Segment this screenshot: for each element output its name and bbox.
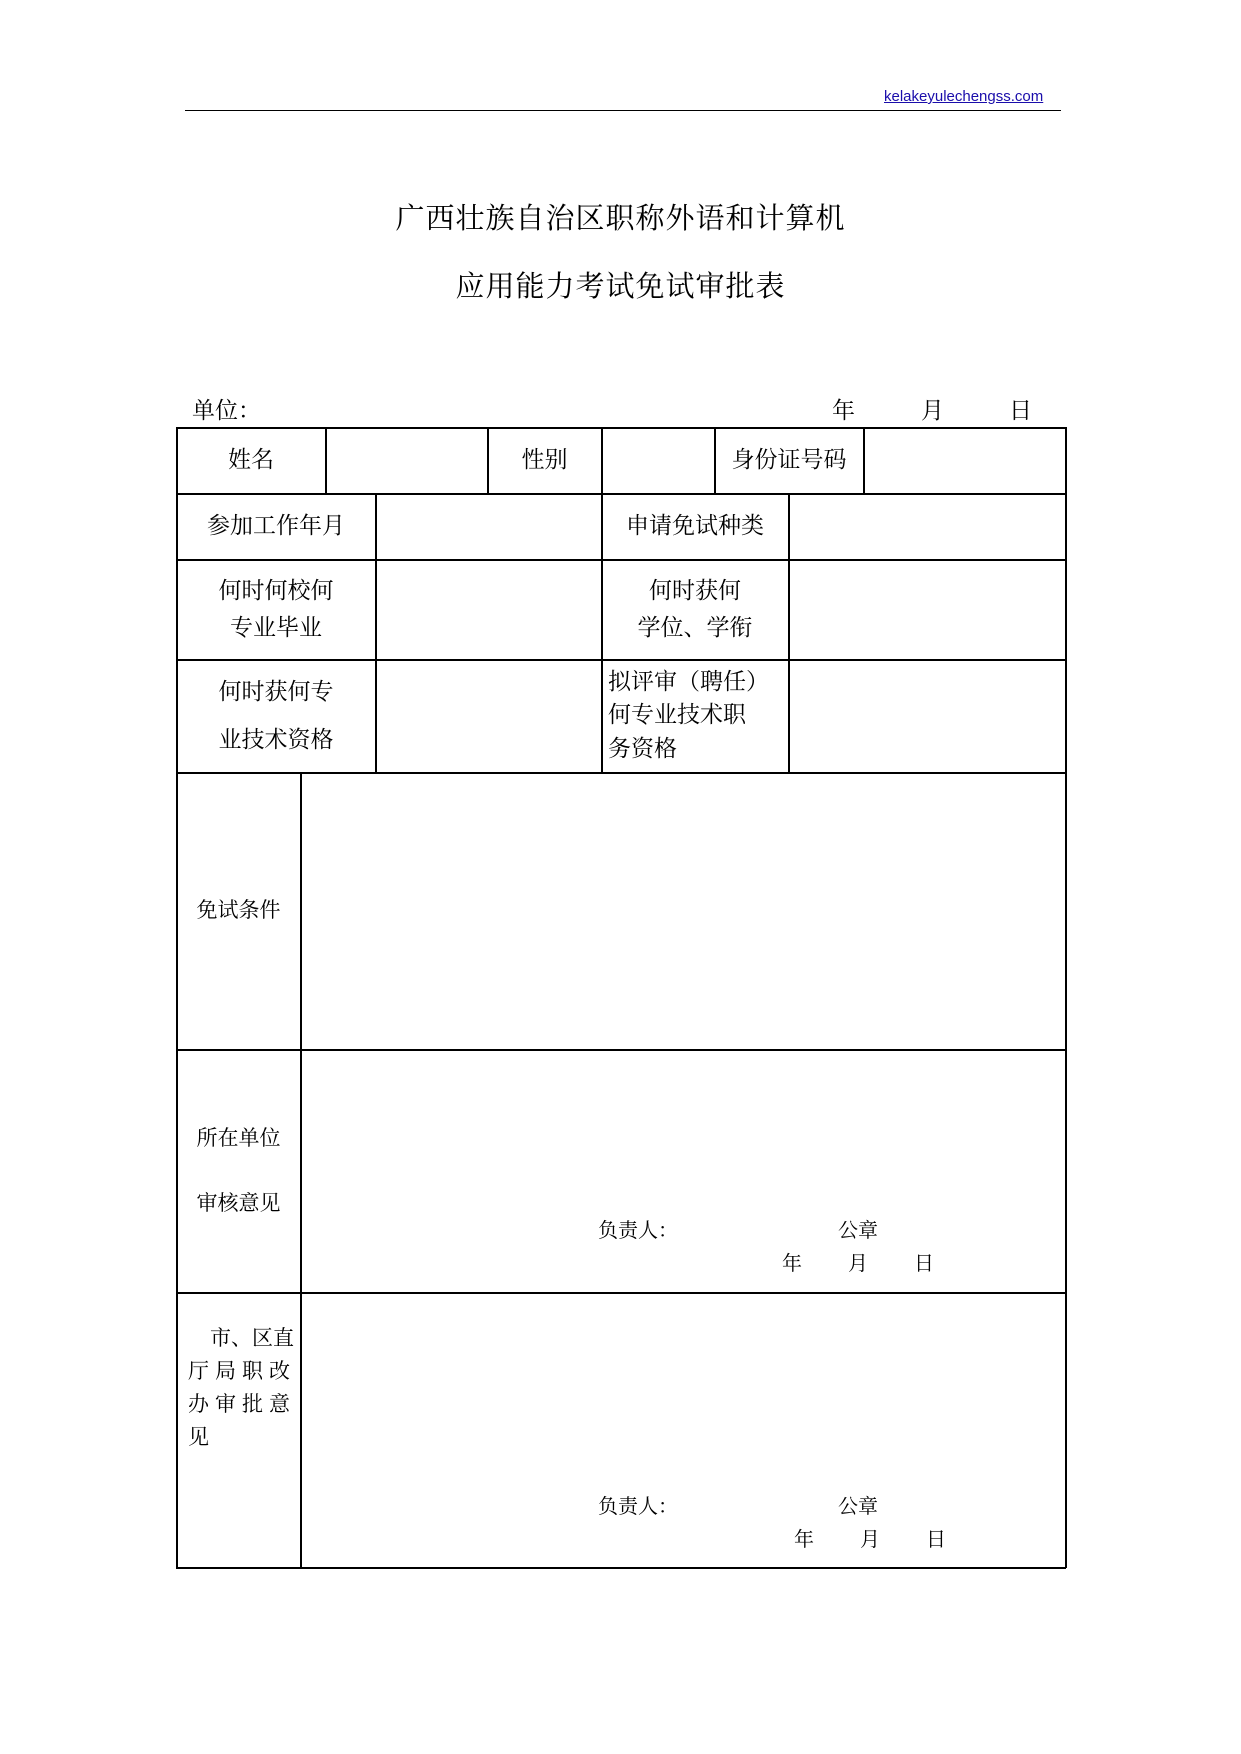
approval-label-line-1: 市、区直 <box>210 1326 294 1350</box>
unit-review-month: 月 <box>848 1251 868 1275</box>
graduation-label <box>177 560 375 659</box>
name-label: 姓名 <box>228 447 274 474</box>
qualification-field[interactable] <box>376 660 601 772</box>
qualification-label <box>177 660 375 772</box>
graduation-label-line-2: 专业毕业 <box>230 614 322 641</box>
exempt-conditions-field[interactable] <box>301 773 1065 1049</box>
approval-label-char: 批 <box>242 1392 263 1416</box>
proposed-title-field[interactable] <box>789 660 1065 772</box>
approval-label-line-3 <box>188 1388 290 1421</box>
qualification-label-line-2: 业技术资格 <box>218 727 334 753</box>
approval-year: 年 <box>794 1527 814 1551</box>
unit-review-year: 年 <box>782 1251 802 1275</box>
date-month-label: 月 <box>921 398 944 424</box>
graduation-label-line-1: 何时何校何 <box>218 577 334 604</box>
approval-label-char: 审 <box>215 1392 236 1416</box>
approval-day: 日 <box>926 1527 946 1551</box>
gender-field[interactable] <box>602 428 714 493</box>
approval-label-line-2 <box>188 1355 290 1388</box>
header-link[interactable]: kelakeyulechengss.com <box>884 88 1044 105</box>
table-border-right <box>1065 427 1067 1568</box>
approval-label-char: 意 <box>269 1392 290 1416</box>
gender-label: 性别 <box>521 447 568 474</box>
approval-label <box>188 1322 298 1454</box>
form-title-line-1: 广西壮族自治区职称外语和计算机 <box>395 201 846 235</box>
approval-label-char: 职 <box>242 1359 263 1383</box>
proposed-title-label <box>608 660 788 772</box>
qualification-label-line-1: 何时获何专 <box>218 678 334 705</box>
approval-label-line-4: 见 <box>188 1425 209 1449</box>
proposed-title-label-line-2: 何专业技术职 <box>608 702 746 729</box>
degree-label-line-2: 学位、学衔 <box>637 614 753 641</box>
date-day-label: 日 <box>1009 398 1032 424</box>
exempt-type-field[interactable] <box>789 494 1065 559</box>
exempt-type-label: 申请免试种类 <box>626 513 764 540</box>
unit-review-seal-label: 公章 <box>838 1218 878 1242</box>
work-start-label: 参加工作年月 <box>207 513 345 540</box>
proposed-title-label-line-1: 拟评审（聘任） <box>608 668 769 695</box>
unit-review-day: 日 <box>914 1251 934 1275</box>
approval-month: 月 <box>860 1527 880 1551</box>
graduation-field[interactable] <box>376 560 601 659</box>
approval-label-char: 厅 <box>188 1359 209 1383</box>
degree-label <box>602 560 788 659</box>
approval-person-label: 负责人： <box>598 1494 678 1518</box>
unit-review-field[interactable] <box>301 1050 1065 1292</box>
work-start-field[interactable] <box>376 494 601 559</box>
id-number-label: 身份证号码 <box>731 447 847 474</box>
approval-label-char: 办 <box>188 1392 209 1416</box>
date-year-label: 年 <box>832 398 855 424</box>
unit-review-label-line-2: 审核意见 <box>196 1191 281 1215</box>
unit-label: 单位： <box>192 398 261 424</box>
unit-review-label-line-1: 所在单位 <box>196 1125 281 1150</box>
degree-label-line-1: 何时获何 <box>649 577 741 604</box>
approval-label-char: 局 <box>215 1359 236 1383</box>
exempt-conditions-label: 免试条件 <box>196 898 281 923</box>
header-rule <box>185 110 1061 111</box>
unit-review-person-label: 负责人： <box>598 1218 678 1242</box>
approval-label-char: 改 <box>269 1359 290 1383</box>
name-field[interactable] <box>326 428 487 493</box>
id-number-field[interactable] <box>864 428 1065 493</box>
proposed-title-label-line-3: 务资格 <box>608 735 677 762</box>
unit-review-label <box>177 1050 300 1292</box>
approval-field[interactable] <box>301 1293 1065 1567</box>
degree-field[interactable] <box>789 560 1065 659</box>
approval-seal-label: 公章 <box>838 1494 878 1518</box>
table-border-bottom <box>176 1567 1066 1569</box>
form-title-line-2: 应用能力考试免试审批表 <box>455 269 786 303</box>
